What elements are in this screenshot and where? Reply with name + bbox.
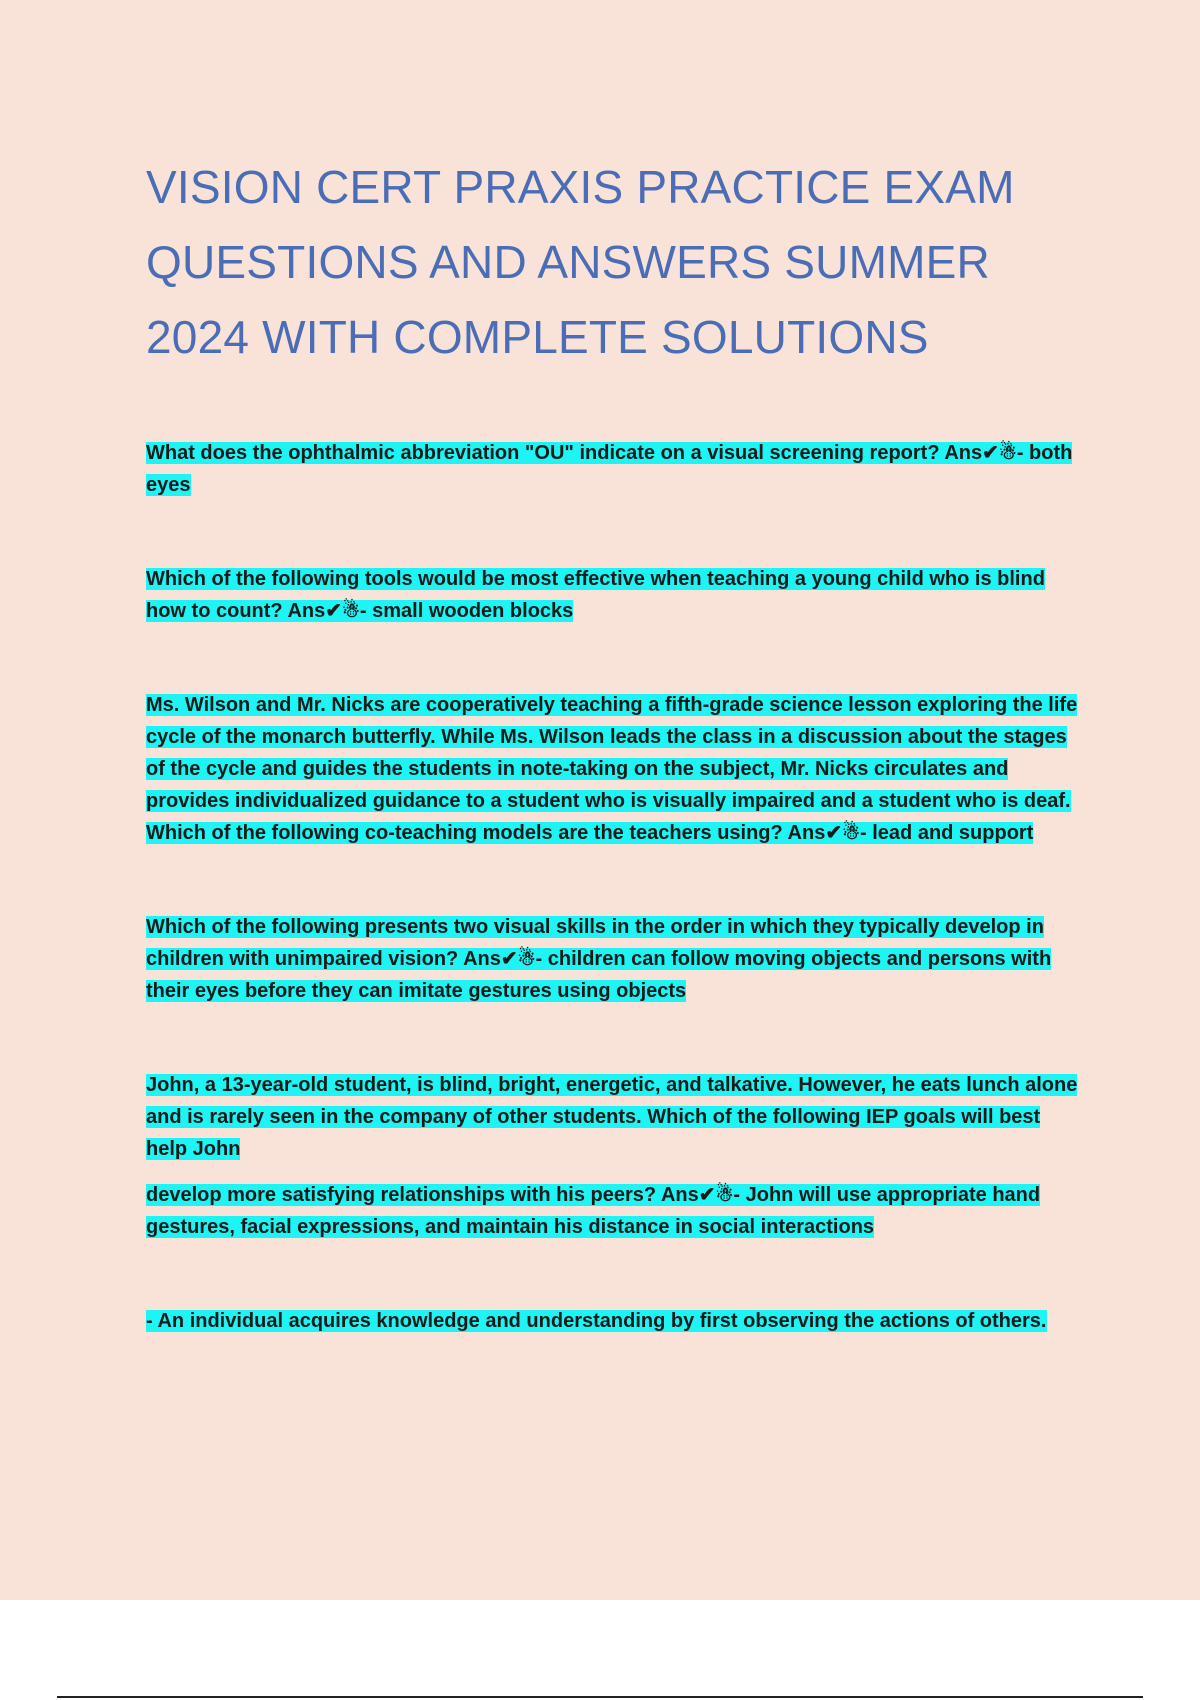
document-body [146, 150, 1086, 1399]
document-title [146, 150, 1086, 375]
qa-paragraph [146, 437, 1086, 501]
footer-divider [57, 1696, 1143, 1698]
highlighted-text: develop more satisfying relationships with his peers? Ans✔☃- John will use appropriate hand gestures, facial expressions, and maintain his distance in social interactions [146, 1184, 1041, 1238]
qa-paragraph [146, 689, 1086, 849]
qa-list [146, 437, 1086, 1337]
highlighted-text: John, a 13-year-old student, is blind, bright, energetic, and talkative. However, he eats lunch alone and is rarely seen in the company of other students. Which of the following IEP goals will best help John [146, 1074, 1078, 1160]
highlighted-text: Ms. Wilson and Mr. Nicks are cooperatively teaching a fifth-grade science lesson exploring the life cycle of the monarch butterfly. While Ms. Wilson leads the class in a discussion about the stages of the cycle and guides the students in note-taking on the subject, Mr. Nicks circulates and provides individualized guidance to a student who is visually impaired and a student who is deaf. Which of the following co-teaching models are the teachers using? Ans✔☃- lead and support [146, 694, 1078, 844]
title-line: 2024 WITH COMPLETE SOLUTIONS [146, 311, 929, 363]
title-line: VISION CERT PRAXIS PRACTICE EXAM [146, 161, 1015, 213]
qa-paragraph [146, 1179, 1086, 1243]
title-line: QUESTIONS AND ANSWERS SUMMER [146, 236, 990, 288]
qa-paragraph [146, 563, 1086, 627]
qa-paragraph [146, 911, 1086, 1007]
highlighted-text: Which of the following presents two visual skills in the order in which they typically develop in children with unimpaired vision? Ans✔☃- children can follow moving objects and persons with their eyes before they can imitate gestures using objects [146, 916, 1052, 1002]
qa-paragraph [146, 1305, 1086, 1337]
qa-paragraph [146, 1069, 1086, 1165]
highlighted-text: What does the ophthalmic abbreviation "OU" indicate on a visual screening report? Ans✔☃- both eyes [146, 442, 1073, 496]
highlighted-text: - An individual acquires knowledge and understanding by first observing the actions of others. [146, 1310, 1047, 1332]
highlighted-text: Which of the following tools would be most effective when teaching a young child who is blind how to count? Ans✔☃- small wooden blocks [146, 568, 1045, 622]
